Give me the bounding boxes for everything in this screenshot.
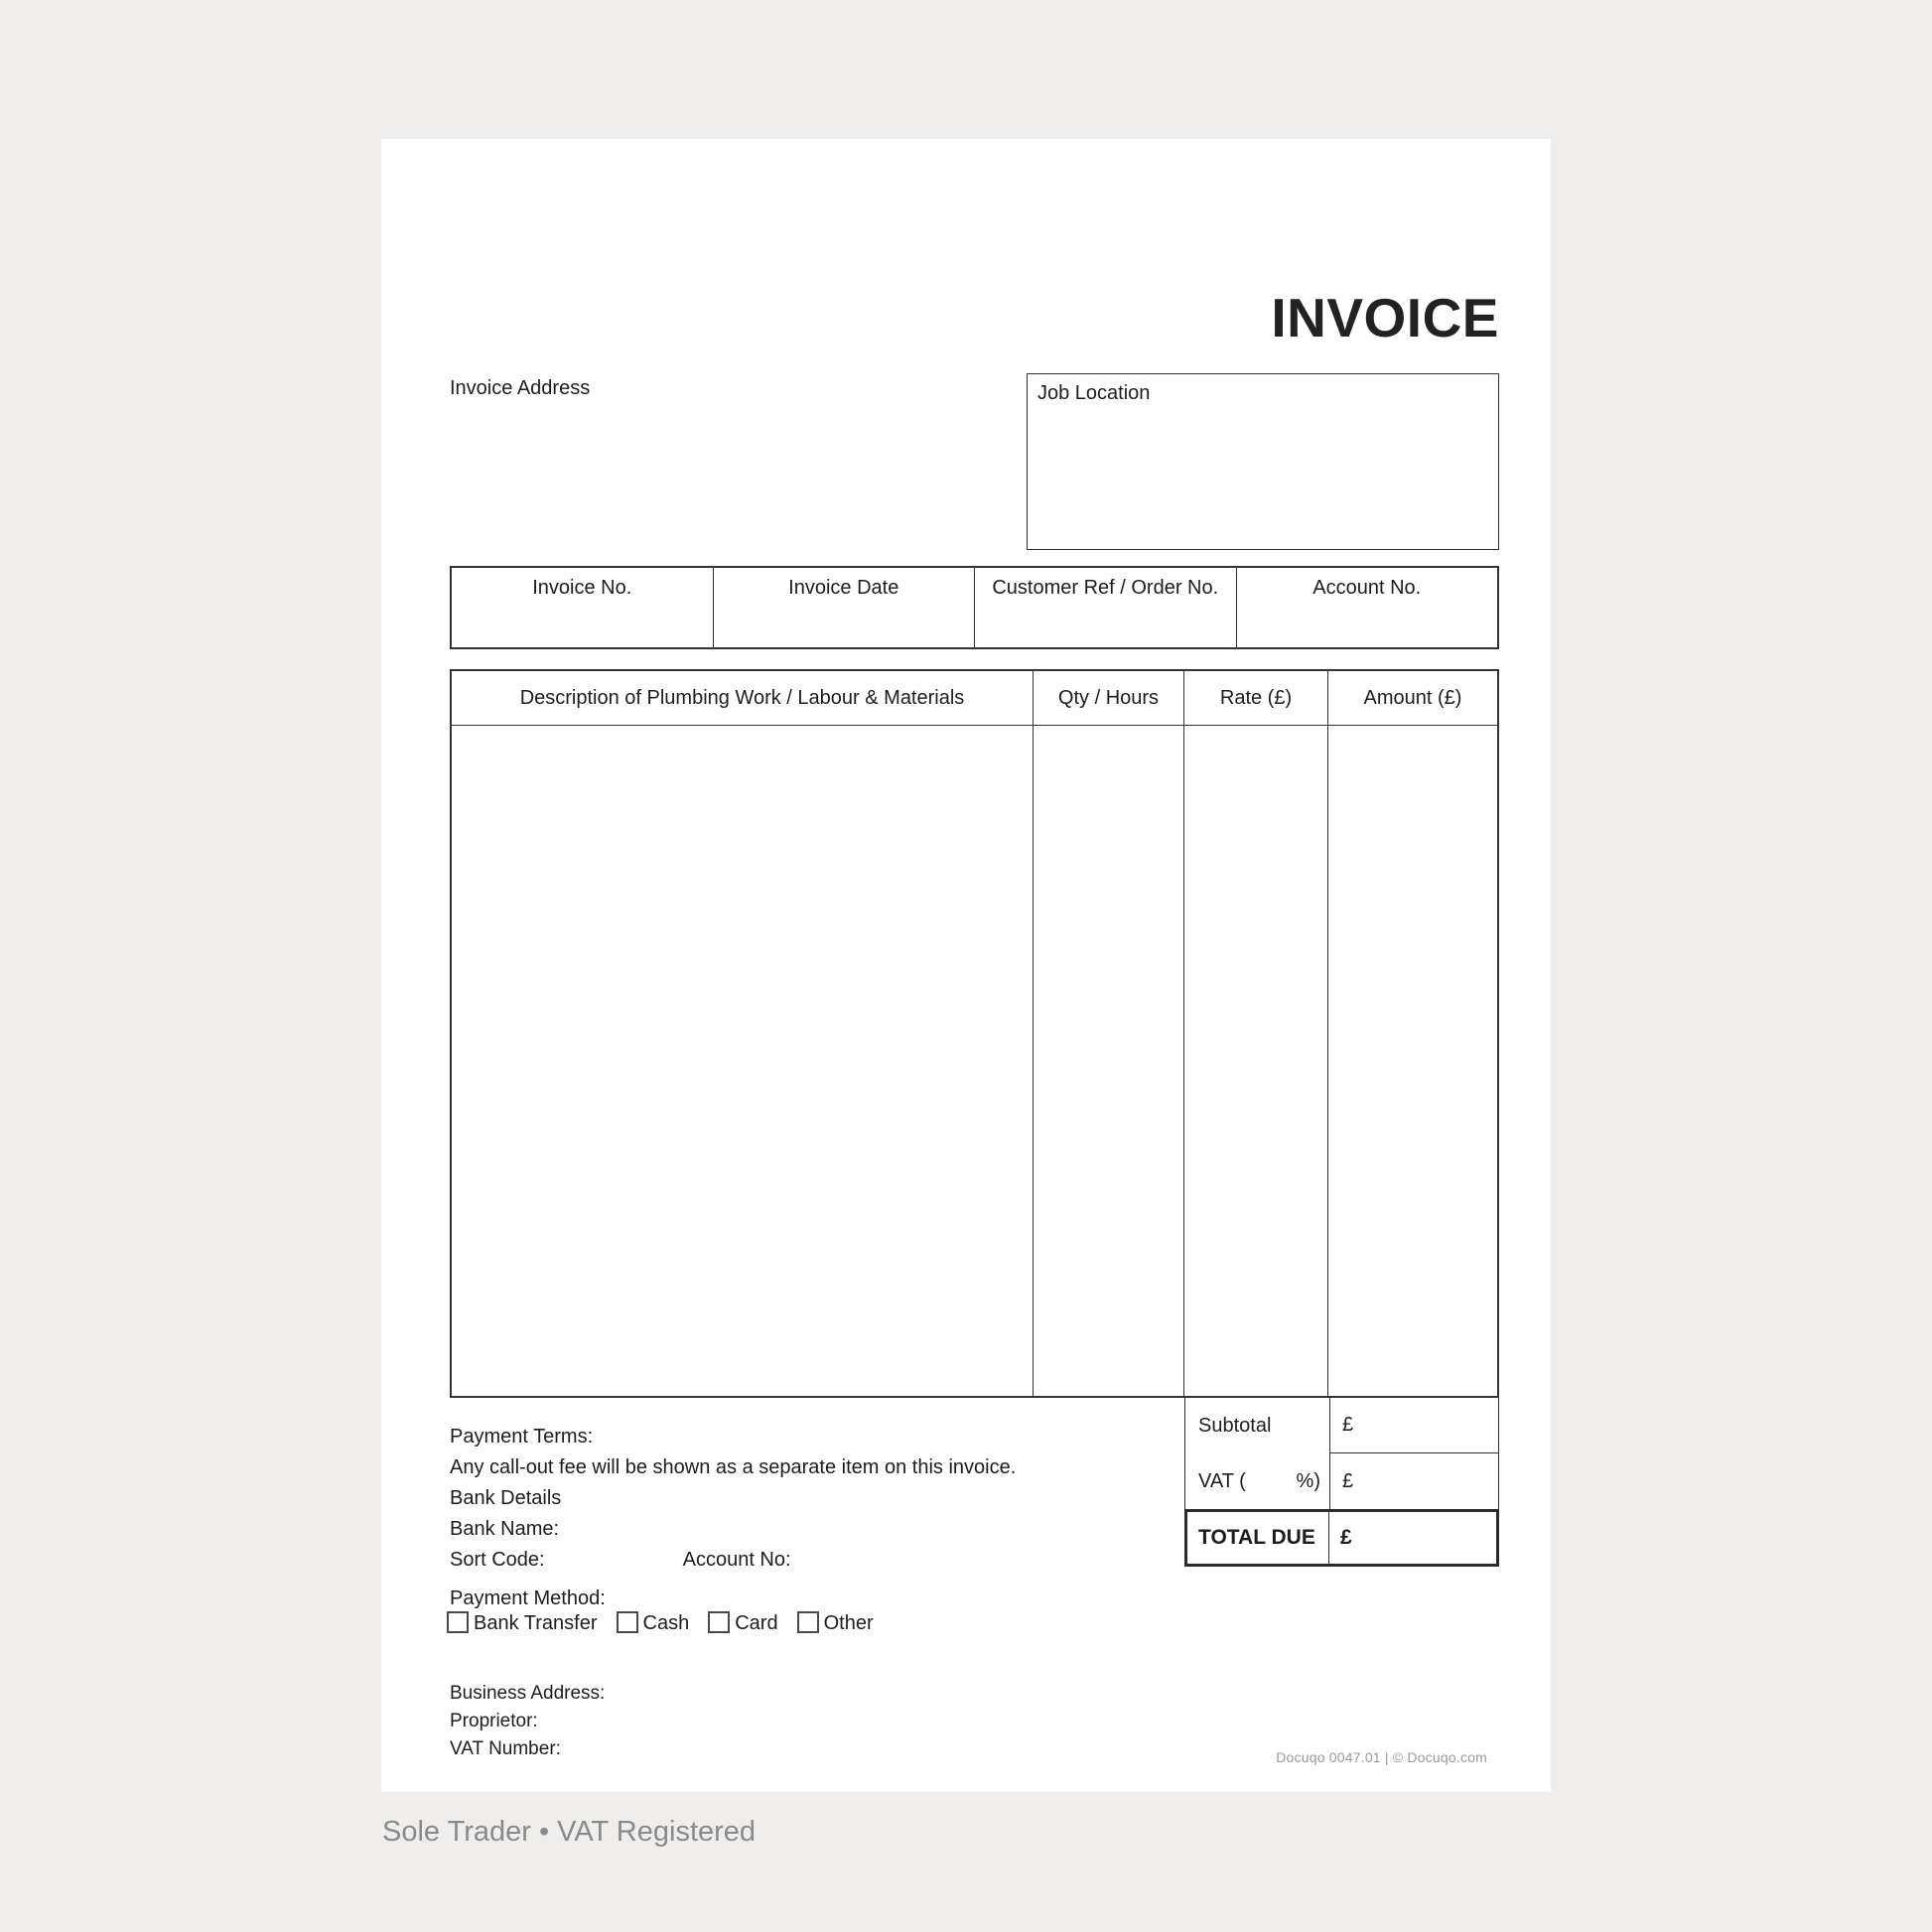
customer-ref-field[interactable] (975, 568, 1237, 647)
total-due-currency-symbol: £ (1340, 1526, 1352, 1549)
payment-option-card (708, 1612, 777, 1635)
invoice-info-table (450, 566, 1499, 649)
sort-code-line (450, 1545, 1016, 1576)
payment-option-other (797, 1612, 874, 1635)
page-caption: Sole Trader • VAT Registered (382, 1816, 757, 1848)
subtotal-label: Subtotal (1198, 1414, 1272, 1437)
total-due-row (1184, 1509, 1499, 1567)
invoice-page (381, 139, 1551, 1792)
payment-terms-label: Payment Terms: (450, 1426, 594, 1448)
payment-option-bank-transfer (447, 1612, 598, 1635)
qty-hours-entry-area[interactable] (1034, 726, 1184, 1396)
bank-details-label: Bank Details (450, 1487, 562, 1509)
description-entry-area[interactable] (452, 726, 1034, 1396)
rate-entry-area[interactable] (1184, 726, 1328, 1396)
account-no-header: Account No. (1312, 577, 1422, 599)
description-column-header: Description of Plumbing Work / Labour & Materials (452, 671, 1034, 725)
totals-upper-rows (1184, 1398, 1499, 1509)
payment-method-label: Payment Method: (450, 1587, 606, 1609)
vat-number-label: VAT Number: (450, 1738, 561, 1759)
subtotal-amount-field[interactable] (1330, 1398, 1498, 1453)
totals-section (1184, 1398, 1499, 1567)
total-due-label: TOTAL DUE (1187, 1512, 1329, 1564)
totals-amounts-column (1329, 1398, 1498, 1509)
job-location-field[interactable] (1027, 373, 1499, 550)
line-items-header-row (452, 671, 1497, 726)
vat-label-open: VAT ( (1198, 1469, 1246, 1492)
card-checkbox[interactable] (708, 1611, 730, 1633)
amount-entry-area[interactable] (1328, 726, 1497, 1396)
account-no-label: Account No: (682, 1549, 791, 1571)
line-items-body (452, 726, 1497, 1396)
bank-name-label: Bank Name: (450, 1518, 560, 1540)
business-address-label: Business Address: (450, 1683, 606, 1704)
bank-transfer-label: Bank Transfer (474, 1612, 598, 1634)
other-label: Other (823, 1612, 874, 1634)
payment-terms-block (450, 1422, 1016, 1576)
bank-transfer-checkbox[interactable] (447, 1611, 469, 1633)
line-items-table (450, 669, 1499, 1398)
proprietor-label: Proprietor: (450, 1711, 538, 1731)
account-no-field[interactable] (1237, 568, 1498, 647)
invoice-no-field[interactable] (452, 568, 714, 647)
invoice-address-label: Invoice Address (450, 377, 591, 399)
total-due-amount-field[interactable] (1329, 1512, 1496, 1564)
payment-option-cash (617, 1612, 690, 1635)
totals-labels-column (1185, 1398, 1329, 1509)
amount-column-header: Amount (£) (1363, 686, 1462, 709)
qty-hours-column-header: Qty / Hours (1034, 671, 1184, 725)
callout-fee-note: Any call-out fee will be shown as a separate item on this invoice. (450, 1456, 1017, 1478)
sort-code-label: Sort Code: (450, 1549, 545, 1571)
cash-label: Cash (642, 1612, 690, 1634)
other-checkbox[interactable] (797, 1611, 819, 1633)
invoice-no-header: Invoice No. (532, 577, 632, 599)
rate-column-header: Rate (£) (1184, 671, 1328, 725)
customer-ref-header: Customer Ref / Order No. (992, 577, 1219, 599)
card-label: Card (735, 1612, 778, 1634)
cash-checkbox[interactable] (617, 1611, 638, 1633)
page-title: INVOICE (1271, 287, 1499, 348)
job-location-label: Job Location (1037, 382, 1151, 404)
invoice-date-header: Invoice Date (788, 577, 899, 599)
payment-method-options (447, 1612, 874, 1635)
business-details-block (450, 1680, 605, 1763)
template-credit: Docuqo 0047.01 | © Docuqo.com (1276, 1749, 1487, 1765)
vat-amount-field[interactable] (1330, 1453, 1498, 1509)
invoice-date-field[interactable] (714, 568, 976, 647)
vat-label (1185, 1453, 1329, 1509)
subtotal-currency-symbol: £ (1342, 1414, 1354, 1436)
vat-label-close: %) (1296, 1469, 1320, 1492)
vat-currency-symbol: £ (1342, 1469, 1354, 1492)
